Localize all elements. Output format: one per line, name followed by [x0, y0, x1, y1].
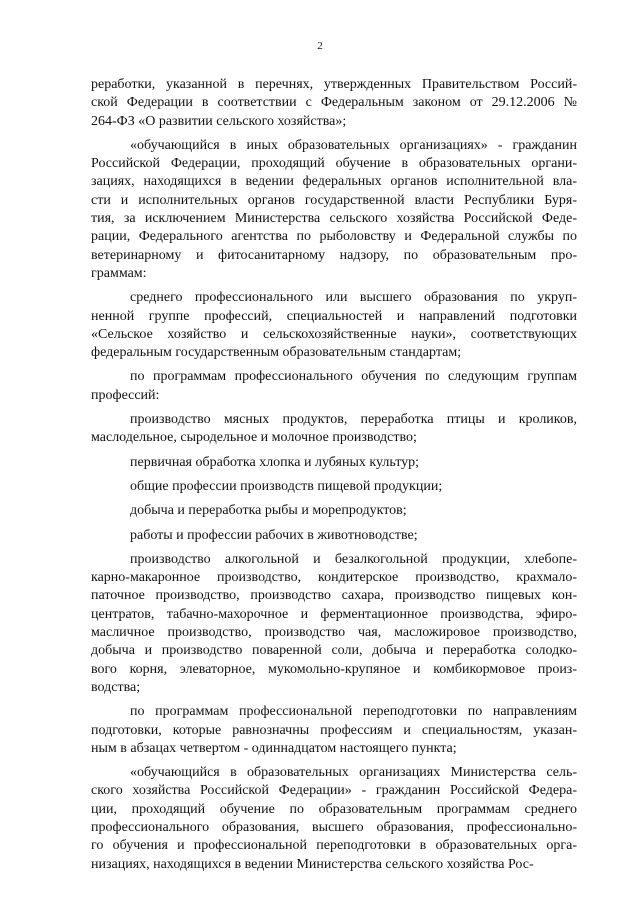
- text-line: производство мясных продуктов, переработка птицы и кроликов,: [130, 412, 577, 428]
- text-line: ненной группе профессий, специальностей и направлений подготовки: [91, 308, 577, 324]
- text-line: ской Федерации в соответствии с Федеральным законом от 29.12.2006 №: [91, 95, 577, 111]
- text-line: подготовки, которые равнозначны профессиям и специальностям, указан-: [91, 722, 577, 738]
- text-line: ского хозяйства Российской Федерации» - гражданин Российской Федера-: [91, 783, 577, 799]
- text-line: карно-макаронное производство, кондитерское производство, крахмало-: [91, 570, 577, 586]
- text-line: зациях, находящихся в ведении федеральных органов исполнительной вла-: [91, 174, 577, 190]
- text-line: сти и исполнительных органов государственной власти Республики Буря-: [91, 192, 577, 208]
- text-line: водства;: [91, 679, 141, 695]
- paragraph: [91, 454, 577, 472]
- text-line: ным в абзацах четвертом - одиннадцатом настоящего пункта;: [91, 740, 457, 756]
- paragraph: [91, 478, 577, 496]
- paragraph: [91, 289, 577, 362]
- paragraph: [91, 527, 577, 545]
- text-line: го обучения и профессиональной переподготовки в образовательных орга-: [91, 838, 577, 854]
- text-line: тия, за исключением Министерства сельского хозяйства Российской Феде-: [91, 211, 577, 227]
- text-line: общие профессии производств пищевой продукции;: [130, 478, 443, 494]
- text-line: 264-ФЗ «О развитии сельского хозяйства»;: [91, 113, 347, 129]
- text-line: низациях, находящихся в ведении Министерства сельского хозяйства Рос-: [91, 856, 534, 872]
- text-line: профессий:: [91, 387, 160, 403]
- text-line: граммам:: [91, 265, 147, 281]
- paragraph: [91, 137, 577, 283]
- text-line: «Сельское хозяйство и сельскохозяйственные науки», соответствующих: [91, 326, 577, 342]
- text-line: центратов, табачно-махорочное и ферментационное производства, эфиро-: [91, 606, 577, 622]
- text-line: масличное производство, производство чая, масложировое производство,: [91, 625, 577, 641]
- page-number: 2: [317, 40, 323, 52]
- text-line: работы и профессии рабочих в животноводстве;: [130, 527, 418, 543]
- text-line: маслодельное, сыродельное и молочное производство;: [91, 430, 417, 446]
- paragraph: [91, 703, 577, 758]
- paragraph: [91, 502, 577, 520]
- text-line: федеральным государственным образовательным стандартам;: [91, 345, 462, 361]
- text-line: вого корня, элеваторное, мукомольно-крупяное и комбикормовое произ-: [91, 661, 577, 677]
- text-line: ции, проходящий обучение по образовательным программам среднего: [91, 801, 577, 817]
- paragraph: [91, 764, 577, 874]
- paragraph: [91, 551, 577, 697]
- text-line: реработки, указанной в перечнях, утвержденных Правительством Россий-: [91, 77, 577, 92]
- text-line: по программам профессионального обучения по следующим группам: [130, 369, 577, 385]
- paragraph: [91, 368, 577, 405]
- text-line: производство алкогольной и безалкогольной продукции, хлебопе-: [130, 551, 577, 567]
- paragraph: [91, 76, 577, 131]
- document-body: [91, 76, 577, 874]
- text-line: паточное производство, производство сахара, производство пищевых кон-: [91, 588, 577, 604]
- text-line: «обучающийся в иных образовательных организациях» - гражданин: [130, 137, 577, 153]
- text-line: первичная обработка хлопка и лубяных культур;: [130, 454, 420, 470]
- text-line: профессионального образования, высшего образования, профессионально-: [91, 819, 577, 835]
- text-line: среднего профессионального или высшего образования по укруп-: [130, 290, 577, 306]
- text-line: «обучающийся в образовательных организациях Министерства сель-: [130, 765, 577, 781]
- text-line: Российской Федерации, проходящий обучение в образовательных органи-: [91, 156, 577, 172]
- text-line: по программам профессиональной переподготовки по направлениям: [130, 704, 577, 720]
- text-line: добыча и производство поваренной соли, добыча и переработка солодко-: [91, 643, 577, 659]
- text-line: добыча и переработка рыбы и морепродуктов;: [130, 503, 407, 519]
- text-line: ветеринарному и фитосанитарному надзору, по образовательным про-: [91, 247, 577, 263]
- paragraph: [91, 411, 577, 448]
- text-line: рации, Федерального агентства по рыболовству и Федеральной службы по: [91, 229, 577, 245]
